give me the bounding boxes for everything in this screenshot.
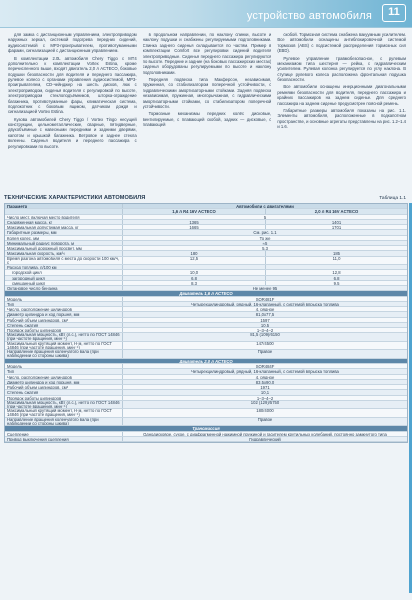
engine-a-header: 1,6 л R4 16V ACTECO — [123, 209, 266, 213]
paragraph: Тормозные механизмы передних колёс дисковые, вентилируемые, с плавающей скобой, задних — дисковые, с плавающей — [142, 111, 272, 127]
value-cell: 1365 — [123, 220, 266, 224]
value-cell: 12,5 — [123, 257, 266, 265]
engine-b-rows — [5, 364, 407, 426]
table-row — [5, 418, 407, 427]
table-row — [5, 401, 407, 410]
value-cell: 1597 — [260, 317, 270, 322]
table-row — [5, 257, 407, 266]
paragraph: Габаритные размеры автомобиля показаны на рис. 1.1. Элементы автомобиля, расположенные в подкапотном пространстве, и основные агрегаты представлены на рис. 1.2–1.4 и 1.6. — [277, 107, 407, 129]
transmission-band: Трансмиссия — [5, 426, 407, 431]
value-cell: Правое — [257, 417, 273, 422]
column-1 — [8, 32, 137, 192]
param-cell: Диаметр цилиндра и ход поршня, мм — [5, 312, 123, 316]
value-cell — [123, 265, 266, 269]
paragraph: Кузова автомобилей Chery Tiggo / Vortex Tingo несущей конструкции, цельнометаллические, сварные, пятидверные, двухобъёмные с навесными передними и задними дверями, капотом и крышкой багажника. Ветровое и заднее стекла вклеены. Сиденья водителя и переднего пассажира с регулировками по высоте. — [8, 116, 137, 149]
engine-a-band: Двигатель 1,6 л ACTECO — [5, 291, 407, 296]
param-cell: Минимальный радиус поворота, м — [5, 241, 123, 245]
value-cell: 1701 — [331, 225, 342, 230]
param-cell: смешанный цикл — [5, 281, 123, 285]
paragraph: для замка с дистанционным управлением, электроприводом наружных зеркал, системой подогрева передних сидений, аудиосистемой с МР3-проигрывателем, противотуманными фарами, сигнализацией с дистанционным управлением. — [8, 32, 137, 54]
value-cell: 9,5 — [333, 280, 340, 285]
param-cell: Степень сжатия — [5, 390, 123, 394]
value-cell: 180 — [123, 251, 266, 255]
value-cell: 102 (129)/5750 — [250, 400, 280, 405]
value-cell: 10,0 — [123, 270, 266, 274]
value-cell: 4, рядное — [255, 374, 275, 379]
table-row — [5, 350, 407, 359]
section-title: устройство автомобиля — [246, 10, 372, 22]
value-cell: SQR484F — [255, 364, 275, 369]
paragraph: в продольном направлении, по наклону спинки, высоте и наклону подушки и снабжены регулируемыми подголовниками. Спинка заднего сиденья складывается по частям. Пример в комплектации Comfort все регулировки сидений водителя электроприводные. Сиденья переднего пассажира регулируются по высоте. Передние и задние (на боковых пассажирских местах) сиденья оборудованы регулируемыми по высоте и наклону подголовниками. — [142, 32, 272, 75]
value-cell: 180/4000 — [256, 409, 274, 414]
param-cell: Время разгона автомобиля с места до скорости 100 км/ч, с — [5, 257, 123, 265]
general-rows — [5, 215, 407, 292]
param-cell: Порядок работы цилиндров — [5, 396, 123, 400]
param-cell: Колея колес, мм — [5, 236, 123, 240]
param-cell: Максимальный крутящий момент, Н·м, нетто по ГОСТ 14846 (при частоте вращения, мин⁻¹) — [5, 342, 123, 350]
param-cell: Число мест, включая место водителя — [5, 215, 123, 219]
param-cell: Тип — [5, 302, 123, 306]
param-cell: Направление вращения коленчатого вала (при наблюдении со стороны шкива) — [5, 350, 123, 358]
engine-b-band: Двигатель 2,0 л ACTECO — [5, 359, 407, 364]
paragraph: Все автомобили оснащены инерционными диагональными ремнями безопасности для водителя, переднего пассажира и крайних пассажиров на заднем сиденье. Для среднего пассажира на заднем сиденье предусмотрен поясной ремень. — [277, 84, 407, 106]
value-cell: Гидравлический — [249, 436, 281, 441]
param-cell: Направление вращения коленчатого вала (при наблюдении со стороны шкива) — [5, 418, 123, 426]
value-cell: 83,5x90,0 — [255, 379, 275, 384]
paragraph: Передняя подвеска типа Макферсон, независимая, пружинная, со стабилизатором поперечной устойчивости, с гидравлическими амортизаторными стойками. Задняя подвеска независимая, пружинная, многорычажная, с гидравлическими амортизаторными стойками, со стабилизатором поперечной устойчивости. — [142, 77, 272, 109]
value-cell: Четырехцилиндровый, рядный, 16-клапанный, с системой впрыска топлива — [191, 369, 339, 374]
param-cell: Максимальный крутящий момент, Н·м, нетто по ГОСТ 14846 (при частоте вращения, мин⁻¹) — [5, 409, 123, 417]
param-cell: загородный цикл — [5, 276, 123, 280]
param-cell: Модель — [5, 364, 123, 368]
param-cell: Степень сжатия — [5, 323, 123, 327]
group-header: Автомобили с двигателями — [236, 204, 294, 209]
value-cell: 10,1 — [260, 390, 270, 395]
value-cell: Правое — [257, 350, 273, 355]
value-cell: 5 — [263, 214, 267, 219]
param-cell: Сцепление — [5, 432, 123, 436]
engine-a-rows — [5, 297, 407, 359]
param-cell: Тип — [5, 369, 123, 373]
value-cell: 185 — [333, 251, 340, 256]
param-cell: Максимальный дорожный просвет, мм — [5, 246, 123, 250]
text-columns — [8, 32, 406, 192]
value-cell: 81,5 (109)/6150 — [250, 333, 280, 338]
column-3 — [277, 32, 406, 192]
value-cell: Четырехцилиндровый, рядный, 16-клапанный, с системой впрыска топлива — [191, 301, 339, 306]
param-cell: Порядок работы цилиндров — [5, 328, 123, 332]
page-number: 11 — [382, 4, 406, 22]
value-cell: 11,0 — [332, 256, 341, 261]
param-cell: Рабочий объем цилиндров, см³ — [5, 385, 123, 389]
value-cell: 12,8 — [332, 270, 341, 275]
param-cell: Рабочий объем цилиндров, см³ — [5, 318, 123, 322]
value-cell: ≈5 — [262, 240, 268, 245]
param-cell: Число, расположение цилиндров — [5, 307, 123, 311]
value-cell: 81,0x77,5 — [255, 312, 275, 317]
paragraph: В комплектации 2.0L автомобиля Chery Tiggo с МТ4 дополнительно к комплектации Vortex Estina, кроме перечисленного выше, входят двигатель 2,0 л ACTECO, боковые подушки безопасности для водителя и переднего пассажира, рулевое колесо с органами управления аудиосистемой, MP3-проигрывателем, CD-чейнджер на шесть дисков, люк с электроприводом, сиденья водителя с регулировкой по высоте, электроприводом стеклоподъёмников, шторка-ограждение багажника, противотуманные фары, климатическая система, подлокотник с боковым ящиком, датчиком дождя и сигнализацией Vortex Estina. — [8, 55, 137, 115]
value-cell: 10,5 — [260, 322, 270, 327]
param-cell: Октановое число бензина — [5, 286, 123, 290]
param-cell: Привод выключения сцепления — [5, 437, 123, 441]
param-cell: городской цикл — [5, 270, 123, 274]
param-header: Параметр — [5, 204, 123, 208]
param-cell: Максимальная допустимая масса, кг — [5, 225, 123, 229]
value-cell: Не менее 95 — [252, 286, 278, 291]
value-cell — [266, 265, 407, 269]
paragraph: скобой. Тормозная система снабжена вакуумным усилителем. Все автомобили оснащены антиблокировочной системой тормозов (ABS) с подсистемой распределения тормозных сил (EBD). — [277, 32, 407, 54]
empty-cell — [5, 209, 123, 213]
table-row — [5, 409, 407, 418]
value-cell: 6,8 — [123, 276, 266, 280]
spec-table — [4, 203, 408, 443]
param-cell: Диаметр цилиндра и ход поршня, мм — [5, 380, 123, 384]
value-cell: См. рис. 1.1 — [253, 230, 277, 235]
value-cell: 147/4500 — [256, 341, 274, 346]
value-cell: То же — [259, 235, 271, 240]
value-cell: 6,8 — [333, 275, 340, 280]
value-cell: 5,3 — [262, 246, 268, 251]
table-row — [5, 342, 407, 351]
param-cell: Максимальная мощность, кВт (л.с.), нетто по ГОСТ 14846 (при частоте вращения, мин⁻¹) — [5, 401, 123, 409]
value-cell: SQR481F — [255, 296, 275, 301]
value-cell: 1401 — [331, 219, 342, 224]
value-cell: 1–3–4–2 — [256, 328, 274, 333]
paragraph: Рулевое управление травмобезопасное, с рулевым механизмом типа шестерня — рейка, с гидравлическим усилителем. Рулевая колонка регулируется по углу наклона. В ступице рулевого колеса расположена фронтальная подушка безопасности. — [277, 55, 407, 82]
value-cell: 1–3–4–2 — [256, 395, 274, 400]
param-cell: Расход топлива, л/100 км — [5, 265, 123, 269]
transmission-rows — [5, 432, 407, 443]
column-2 — [143, 32, 272, 192]
table-section-title: ТЕХНИЧЕСКИЕ ХАРАКТЕРИСТИКИ АВТОМОБИЛЯ — [4, 195, 146, 201]
value-cell: Однодисковое, сухое, с диафрагменной нажимной пружиной и гасителем крутильных колебаний, постоянно замкнутого типа — [143, 431, 387, 436]
page-header — [0, 0, 412, 28]
value-cell: 1971 — [260, 385, 270, 390]
param-cell: Модель — [5, 297, 123, 301]
param-cell: Максимальная мощность, кВт (л.с.), нетто по ГОСТ 14846 (при частоте вращения, мин⁻¹) — [5, 333, 123, 341]
param-cell: Число, расположение цилиндров — [5, 375, 123, 379]
table-row — [5, 333, 407, 342]
param-cell: Габаритные размеры, мм — [5, 230, 123, 234]
value-cell: 4, рядное — [255, 307, 275, 312]
param-cell: Максимальная скорость, км/ч — [5, 251, 123, 255]
value-cell: 8,3 — [123, 281, 266, 285]
param-cell: Снаряженная масса, кг — [5, 220, 123, 224]
value-cell: 1665 — [123, 225, 266, 229]
table-row — [5, 437, 407, 442]
engine-b-header: 2,0 л R4 16V ACTECO — [314, 209, 359, 214]
table-number: Таблица 1.1 — [379, 196, 406, 201]
